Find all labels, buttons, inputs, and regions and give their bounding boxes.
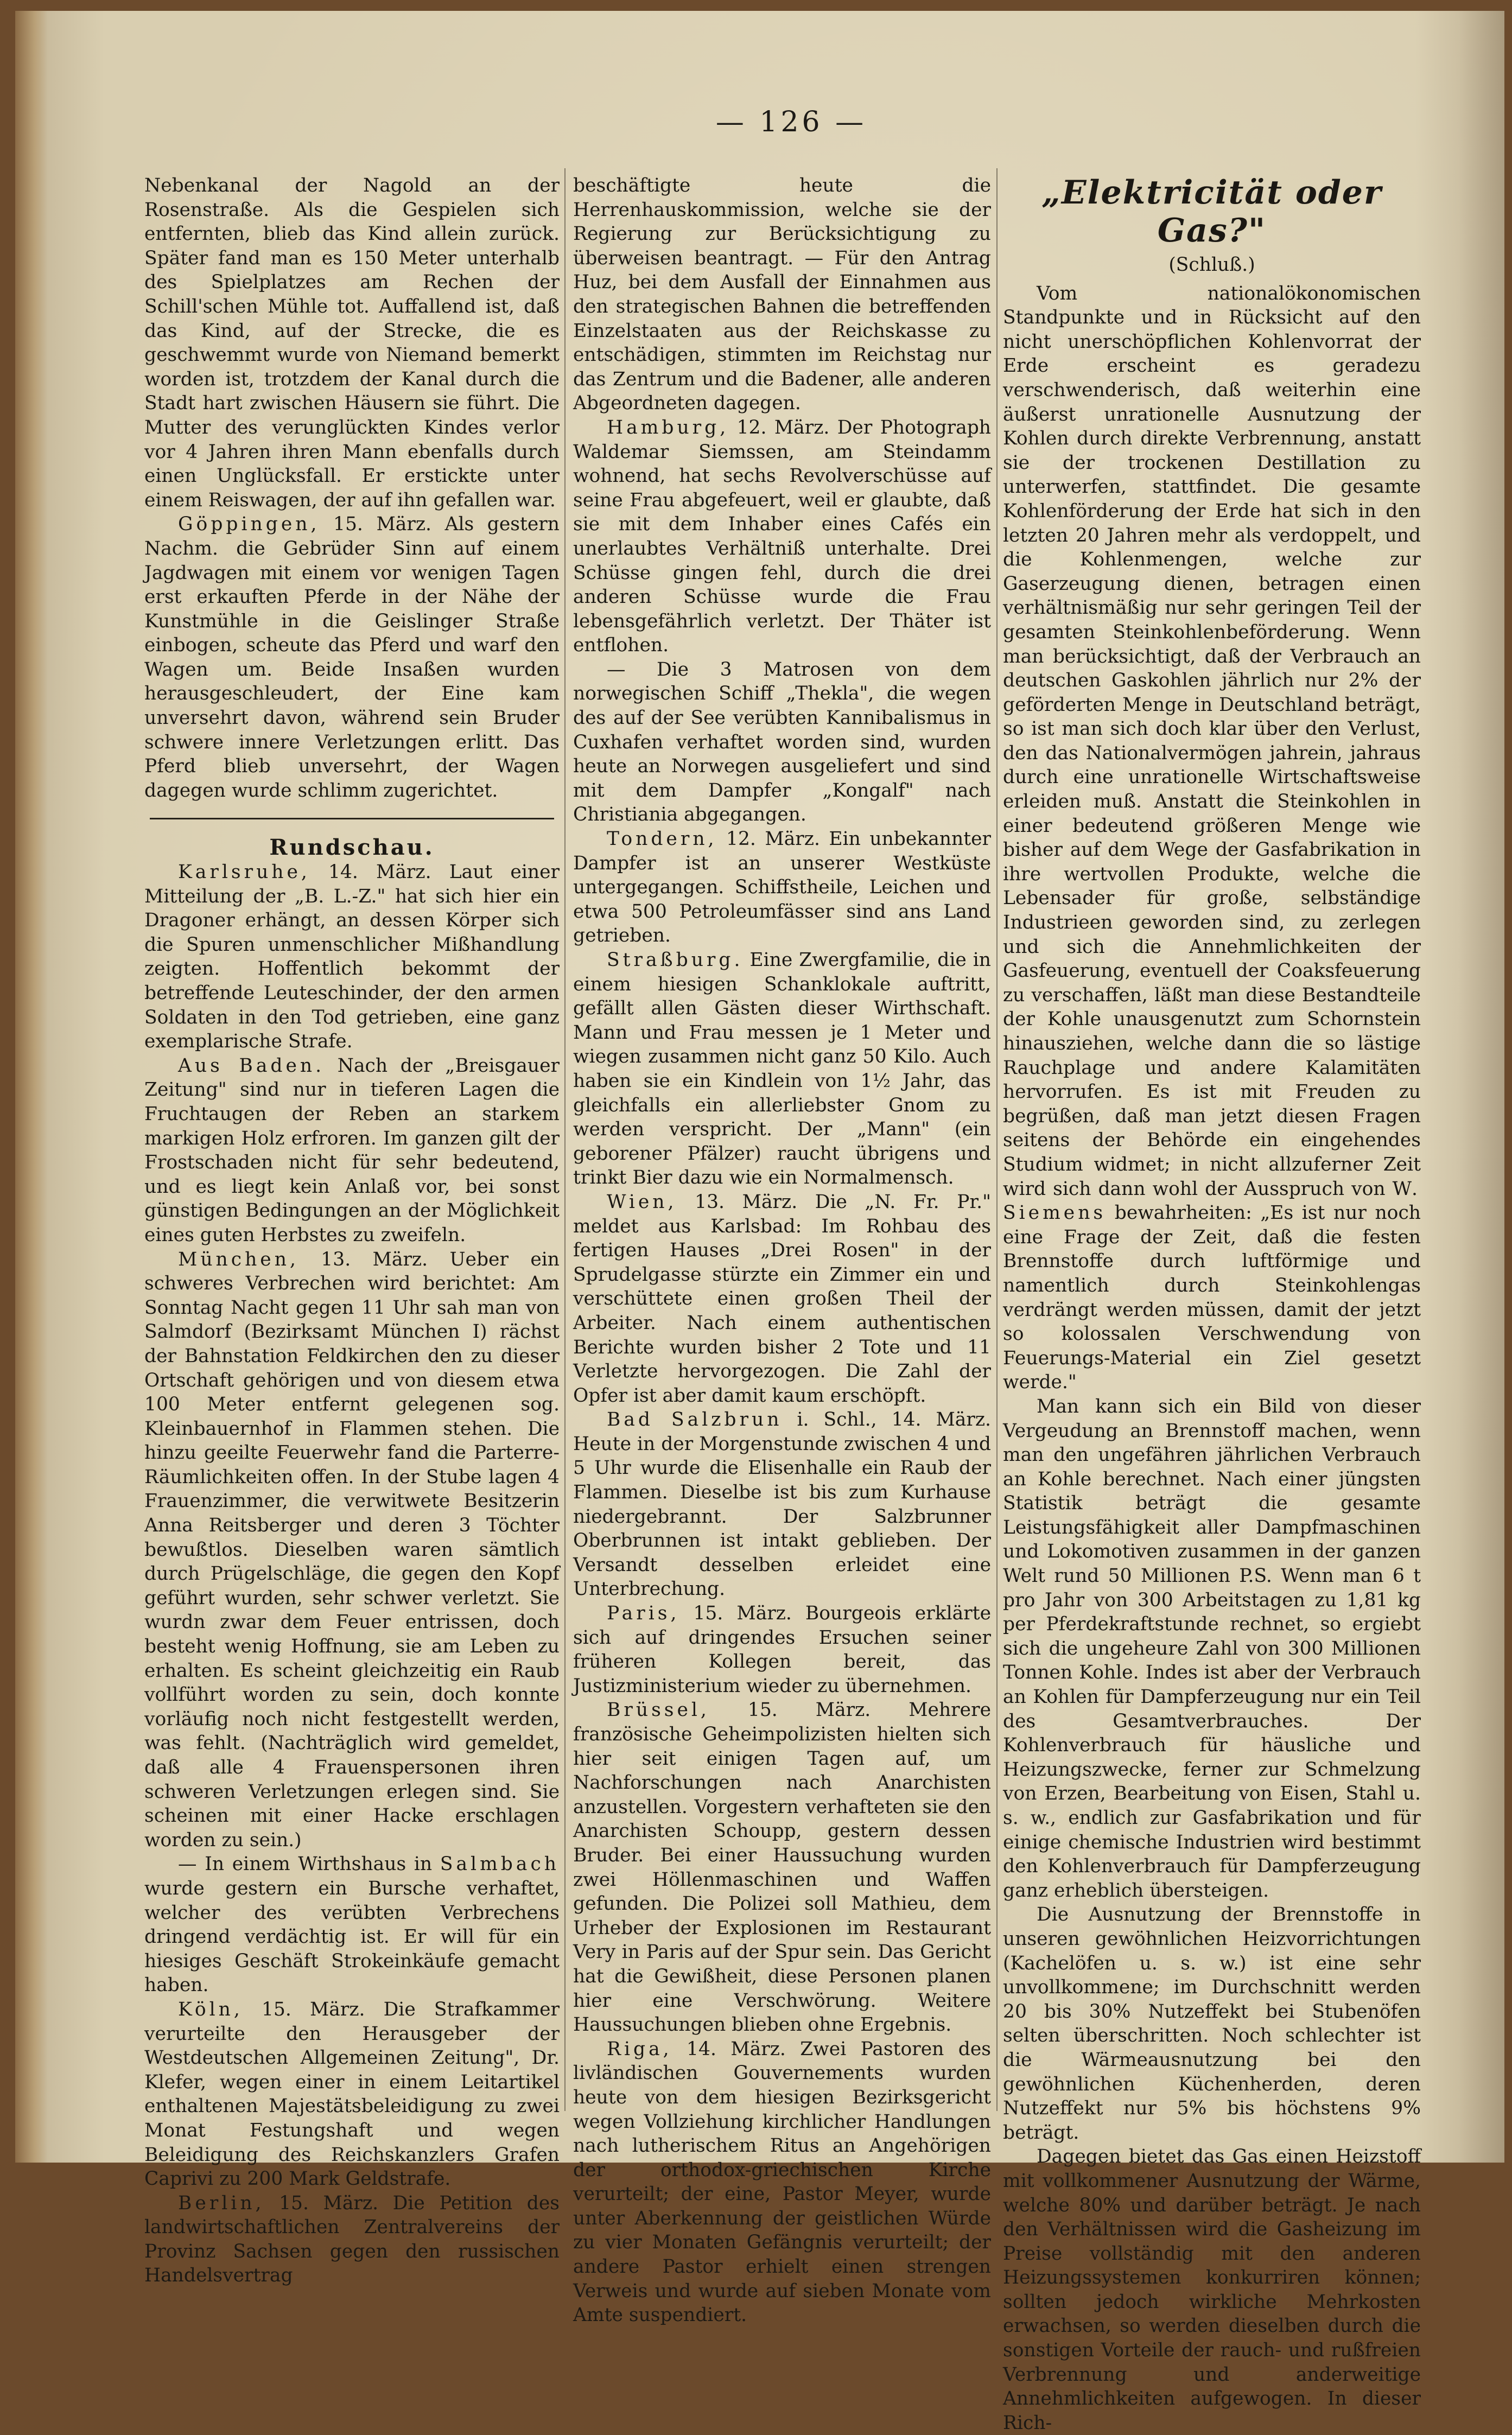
dateline-place: Paris, xyxy=(607,1603,680,1625)
article-paragraph xyxy=(144,1054,560,1248)
dateline-place: Riga, xyxy=(607,2038,672,2060)
dateline-place: Salmbach xyxy=(440,1853,560,1875)
dateline-place: München, xyxy=(178,1248,299,1270)
article-text: bewahrheiten: „Es ist nur noch eine Frage der Zeit, daß die festen Brennstoffe durch luftförmige und namentlich durch Steinkohlengas verdrängt werden müssen, damit der jetzt so kolossalen Verschwendung von Feuerungs-Material ein Ziel gesetzt werde." xyxy=(1003,1202,1421,1394)
article-paragraph xyxy=(573,2037,991,2328)
article-paragraph: beschäftigte heute die Herrenhauskommission, welche sie der Regierung zur Berücksichtigung zu überweisen beantragt. — Für den Antrag Huz, bei dem Ausfall der Einnahmen aus den strategischen Bahnen die betreffenden Einzelstaaten aus der Reichskasse zu entschädigen, stimmten im Reichstag nur das Zentrum und die Badener, alle anderen Abgeordneten dagegen. xyxy=(573,175,991,415)
column-rule-right xyxy=(996,168,998,2111)
dateline-place: Bad Salzbrun xyxy=(607,1409,783,1431)
article-text: Nach der „Breisgauer Zeitung" sind nur in tieferen Lagen die Fruchtaugen der Reben an starkem markigen Holz erfroren. Im ganzen gilt der Frostschaden nicht für sehr bedeutend, und es liegt kein Anlaß vor, bei sonst günstigen Bedingungen an der Möglichkeit eines guten Herbstes zu zweifeln. xyxy=(144,1054,560,1246)
dateline-place: Straßburg. xyxy=(607,949,744,971)
article-text: 15. März. Die Petition des landwirtschaftlichen Zentralvereins der Provinz Sachsen gegen den russischen Handelsvertrag xyxy=(144,2192,560,2287)
article-paragraph: Die Ausnutzung der Brennstoffe in unseren gewöhnlichen Heizvorrichtungen (Kachelöfen u. s. w.) ist eine sehr unvollkommene; im Durchschnitt werden 20 bis 30% Nutzeffekt bei Stubenöfen selten überschritten. Noch schlechter ist die Wärmeausnutzung bei den gewöhnlichen Küchenherden, deren Nutzeffekt nur 5% bis höchstens 9% beträgt. xyxy=(1003,1904,1421,2144)
article-paragraph xyxy=(1003,282,1421,1395)
dateline-place: Karlsruhe, xyxy=(178,861,310,883)
article-paragraph: — Die 3 Matrosen von dem norwegischen Schiff „Thekla", die wegen des auf der See verübten Kannibalismus in Cuxhafen verhaftet worden sind, wurden heute an Norwegen ausgeliefert und sind mit dem Dampfer „Kongalf" nach Christiania abgegangen. xyxy=(573,658,991,826)
article-text: 15. März. Bourgeois erklärte sich auf dringendes Ersuchen seiner früheren Kollegen bereit, das Justizministerium wieder zu übernehmen. xyxy=(573,1603,991,1697)
column-1 xyxy=(144,174,560,2288)
article-paragraph xyxy=(573,1190,991,1408)
page-right-edge xyxy=(1459,11,1504,2163)
dateline-place: Aus Baden. xyxy=(178,1054,325,1077)
article-paragraph: Dagegen bietet das Gas einen Heizstoff mit vollkommener Ausnutzung der Wärme, welche 80% und darüber beträgt. Je nach den Verhältnissen wird die Gasheizung im Preise vollständig mit den anderen Heizungssystemen konkurriren können; sollten jedoch wirkliche Mehrkosten erwachsen, so werden dieselben durch die sonstigen Vorteile der rauch- und rußfreien Verbrennung und anderweitige Annehmlichkeiten aufgewogen. In dieser Rich- xyxy=(1003,2146,1421,2434)
article-paragraph: Man kann sich ein Bild von dieser Vergeudung an Brennstoff machen, wenn man den ungefähren jährlichen Verbrauch an Kohle berechnet. Nach einer jüngsten Statistik beträgt die gesamte Leistungsfähigkeit aller Dampfmaschinen und Lokomotiven zusammen in der ganzen Welt rund 50 Millionen P.S. Wenn man 6 t pro Jahr von 300 Arbeitstagen zu 1,81 kg per Pferdekraftstunde rechnet, so ergiebt sich die ungeheure Zahl von 300 Millionen Tonnen Kohle. Indes ist aber der Verbrauch an Kohlen für Dampferzeugung nur ein Teil des Gesamtverbrauches. Der Kohlenverbrauch für häusliche und Heizungszwecke, ferner zur Schmelzung von Erzen, Bearbeitung von Eisen, Stahl u. s. w., endlich zur Gasfabrikation und für einige chemische Industrien wird bestimmt den Kohlenverbrauch für Dampferzeugung ganz erheblich übersteigen. xyxy=(1003,1395,1421,1902)
article-paragraph: Nebenkanal der Nagold an der Rosenstraße. Als die Gespielen sich entfernten, blieb das Kind allein zurück. Später fand man es 150 Meter unterhalb des Spielplatzes am Rechen der Schill'schen Mühle tot. Auffallend ist, daß das Kind, auf der Strecke, die es geschwemmt wurde von Niemand bemerkt worden ist, trotzdem der Kanal durch die Stadt hart zwischen Häusern sie führt. Die Mutter des verunglückten Kindes verlor vor 4 Jahren ihren Mann ebenfalls durch einen Unglücksfall. Er erstickte unter einem Reiswagen, der auf ihn gefallen war. xyxy=(144,175,560,511)
column-2 xyxy=(573,174,991,2328)
column-3 xyxy=(1003,174,1421,2435)
dateline-place: Göppingen, xyxy=(178,513,320,536)
article-text: wurde gestern ein Bursche verhaftet, welcher des verübten Verbrechens dringend verdächtig ist. Er will für ein hiesiges Geschäft Strokeinkäufe gemacht haben. xyxy=(144,1877,560,1997)
article-paragraph xyxy=(144,512,560,803)
newspaper-page xyxy=(15,11,1504,2434)
article-text: 14. März. Laut einer Mitteilung der „B. L.-Z." hat sich hier ein Dragoner erhängt, an dessen Körper sich die Spuren unmenschlicher Mißhandlung zeigten. Hoffentlich bekommt der betreffende Leuteschinder, der den armen Soldaten in den Tod getrieben, eine ganz exemplarische Strafe. xyxy=(144,861,560,1053)
article-paragraph xyxy=(573,948,991,1190)
article-text: 12. März. Ein unbekannter Dampfer ist an unserer Westküste untergegangen. Schiffstheile, Leichen und etwa 500 Petroleumfässer sind ans Land getrieben. xyxy=(573,828,991,947)
article-text: i. Schl., 14. März. Heute in der Morgenstunde zwischen 4 und 5 Uhr wurde die Elisenhalle ein Raub der Flammen. Dieselbe ist bis zum Kurhause niedergebrannt. Der Salzbrunner Oberbrunnen ist intakt geblieben. Der Versandt desselben erleidet eine Unterbrechung. xyxy=(573,1409,992,1600)
page-number: — 126 — xyxy=(715,106,867,138)
article-text: 14. März. Zwei Pastoren des livländischen Gouvernements wurden heute von dem hiesigen Bezirksgericht wegen Vollziehung kirchlicher Handlungen nach lutherischem Ritus an Angehörigen der orthodox-griechischen Kirche verurteilt; der eine, Pastor Meyer, wurde unter Aberkennung der geistlichen Würde zu vier Monaten Gefängnis verurteilt; der andere Pastor erhielt einen strengen Verweis und wurde auf sieben Monate vom Amte suspendiert. xyxy=(573,2038,991,2326)
article-paragraph xyxy=(573,827,991,948)
article-paragraph xyxy=(573,1601,991,1698)
article-paragraph xyxy=(144,1248,560,1853)
article-text: 15. März. Mehrere französische Geheimpolizisten hielten sich hier seit einigen Tagen auf, um Nachforschungen nach Anarchisten anzustellen. Vorgestern verhafteten sie den Anarchisten Schoupp, gestern dessen Bruder. Bei einer Haussuchung wurden zwei Höllenmaschinen und Waffen gefunden. Die Polizei soll Mathieu, dem Urheber der Explosionen im Restaurant Very in Paris auf der Spur sein. Das Gericht hat die Gewißheit, diese Personen planen hier eine Verschwörung. Weitere Haussuchungen blieben ohne Ergebnis. xyxy=(573,1699,991,2036)
dateline-place: Wien, xyxy=(607,1191,677,1213)
article-text: — In einem Wirthshaus in xyxy=(178,1853,440,1875)
article-text: 15. März. Die Strafkammer verurteilte den Herausgeber der Westdeutschen Allgemeinen Zeitung", Dr. Klefer, wegen einer in einem Leitartikel enthaltenen Majestätsbeleidigung zu zwei Monat Festungshaft und wegen Beleidigung des Reichskanzlers Grafen Caprivi zu 200 Mark Geldstrafe. xyxy=(144,1998,560,2190)
dateline-place: Berlin, xyxy=(178,2192,265,2214)
article-text: 13. März. Die „N. Fr. Pr." meldet aus Karlsbad: Im Rohbau des fertigen Hauses „Drei Rosen" in der Sprudelgasse stürzte ein Zimmer ein und verschüttete einen großen Theil der Arbeiter. Nach einem authentischen Berichte wurden bisher 2 Tote und 11 Verletzte hervorgezogen. Die Zahl der Opfer ist aber damit kaum erschöpft. xyxy=(573,1191,991,1407)
article-paragraph xyxy=(573,1698,991,2037)
page-binding-edge xyxy=(15,11,48,2163)
article-subtitle: (Schluß.) xyxy=(1168,254,1255,276)
article-text: 13. März. Ueber ein schweres Verbrechen wird berichtet: Am Sonntag Nacht gegen 11 Uhr sah man von Salmdorf (Bezirksamt München I) rächst der Bahnstation Feldkirchen den zu dieser Ortschaft gehörigen und von diesem etwa 100 Meter entfernt gelegenen sog. Kleinbauernhof in Flammen stehen. Die hinzu geeilte Feuerwehr fand die Parterre-Räumlichkeiten offen. In der Stube lagen 4 Frauenzimmer, die verwitwete Besitzerin Anna Reitsberger und deren 3 Töchter bewußtlos. Dieselben waren sämtlich durch Prügelschläge, die gegen den Kopf geführt wurden, sehr schwer verletzt. Sie wurdn zwar dem Feuer entrissen, doch besteht wenig Hoffnung, sie am Leben zu erhalten. Es scheint gleichzeitig ein Raub vollführt worden zu sein, doch konnte vorläufig noch nicht festgestellt werden, was fehlt. (Nachträglich wird gemeldet, daß alle 4 Frauenspersonen ihren schweren Verletzungen erlegen sind. Sie scheinen mit einer Hacke erschlagen worden zu sein.) xyxy=(144,1248,560,1851)
article-text: 12. März. Der Photograph Waldemar Siemssen, am Steindamm wohnend, hat sechs Revolverschüsse auf seine Frau abgefeuert, weil er glaubte, daß sie mit dem Inhaber eines Cafés ein unerlaubtes Verhältniß unterhalte. Drei Schüsse gingen fehl, durch die drei anderen Schüsse wurde die Frau lebensgefährlich verletzt. Der Thäter ist entflohen. xyxy=(573,416,991,657)
section-separator xyxy=(150,818,554,819)
dateline-place: Hamburg, xyxy=(607,416,729,438)
article-text: Eine Zwergfamilie, die in einem hiesigen Schanklokale auftritt, gefällt allen Gästen dieser Wirthschaft. Mann und Frau messen je 1 Meter und wiegen zusammen nicht ganz 50 Kilo. Auch haben sie ein Kindlein von 1½ Jahr, das gleichfalls ein allerliebster Gnom zu werden verspricht. Der „Mann" (ein geborener Pfälzer) raucht übrigens und trinkt Bier dazu wie ein Normalmensch. xyxy=(573,949,991,1189)
article-title: „Elektricität oder Gas?" xyxy=(1041,174,1382,250)
article-text: Vom nationalökonomischen Standpunkte und in Rücksicht auf den nicht unerschöpflichen Kohlenvorrat der Erde erscheint es geradezu verschwenderisch, daß weiterhin eine äußerst unrationelle Ausnutzung der Kohlen durch direkte Verbrennung, anstatt sie der trockenen Destillation zu unterwerfen, stattfindet. Die gesamte Kohlenförderung der Erde hat sich in den letzten 20 Jahren mehr als verdoppelt, und die Kohlenmengen, welche zur Gaserzeugung dienen, betragen einen verhältnismäßig nur sehr geringen Teil der gesamten Steinkohlenbeförderung. Wenn man berücksichtigt, daß der Verbrauch an deutschen Gaskohlen jährlich nur 2% der geförderten Menge in Deutschland beträgt, so ist man sich doch klar über den Verlust, den das Nationalvermögen jahrein, jahraus durch eine unrationelle Wirtschaftsweise erleiden muß. Anstatt die Steinkohlen in einer bedeutend größeren Menge wie bisher auf dem Wege der Gasfabrikation in ihre wertvollen Produkte, welche die Lebensader für große, selbständige Industrieen geworden sind, zu zerlegen und sich die Annehmlichkeiten der Gasfeuerung, eventuell der Coaksfeuerung zu verschaffen, läßt man diese Bestandteile der Kohle unausgenutzt zum Schornstein hinausziehen, welche dann die so lästige Rauchplage und andere Kalamitäten hervorrufen. Es ist mit Freuden zu begrüßen, daß man jetzt diesen Fragen seitens der Behörde ein eingehendes Studium widmet; in nicht allzuferner Zeit wird sich dann wohl der Ausspruch von xyxy=(1003,282,1421,1200)
article-paragraph xyxy=(573,1408,991,1601)
article-paragraph xyxy=(144,2191,560,2288)
article-paragraph xyxy=(573,416,991,658)
dateline-place: Köln, xyxy=(178,1998,243,2020)
section-heading-rundschau: Rundschau. xyxy=(269,835,435,861)
dateline-place: Tondern, xyxy=(607,828,717,850)
column-rule-left xyxy=(564,168,566,2111)
person-name: W. Siemens xyxy=(1003,1178,1421,1224)
article-paragraph xyxy=(144,860,560,1054)
dateline-place: Brüssel, xyxy=(607,1699,710,1721)
article-paragraph xyxy=(144,1852,560,1998)
article-paragraph xyxy=(144,1998,560,2191)
article-text: 15. März. Als gestern Nachm. die Gebrüder Sinn auf einem Jagdwagen mit einem vor wenigen Tagen erst erkauften Pferde in der Nähe der Kunstmühle in die Geislinger Straße einbogen, scheute das Pferd und warf den Wagen um. Beide Insaßen wurden herausgeschleudert, der Eine kam unversehrt davon, während sein Bruder schwere innere Verletzungen erlitt. Das Pferd blieb unversehrt, der Wagen dagegen wurde schlimm zugerichtet. xyxy=(144,513,560,802)
